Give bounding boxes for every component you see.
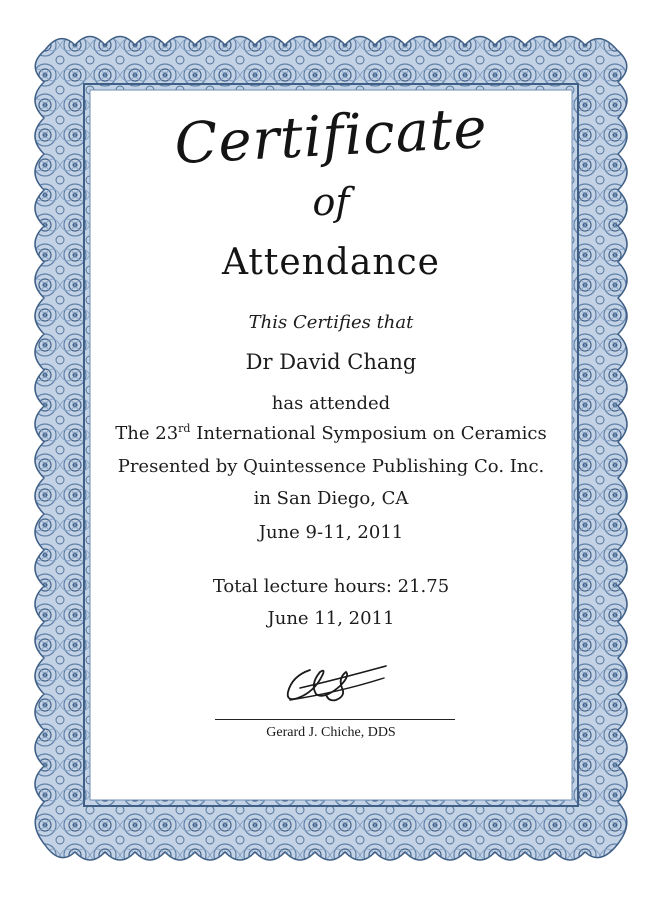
certificate-title: Certificate xyxy=(172,95,490,178)
signature-line xyxy=(215,719,455,720)
event-suffix: International Symposium on Ceramics xyxy=(190,423,547,444)
location-line: in San Diego, CA xyxy=(253,488,409,509)
recipient-name: Dr David Chang xyxy=(245,350,417,374)
event-prefix: The 23 xyxy=(115,423,179,444)
certifies-line: This Certifies that xyxy=(248,312,414,333)
title-of: of xyxy=(312,180,350,224)
lecture-hours: Total lecture hours: 21.75 xyxy=(212,576,450,597)
attended-line: has attended xyxy=(271,393,391,414)
presenter-line: Presented by Quintessence Publishing Co. Inc. xyxy=(117,456,545,477)
signature-image xyxy=(280,658,390,708)
issue-date: June 11, 2011 xyxy=(267,608,395,629)
event-line xyxy=(0,423,662,444)
certificate-subtitle: Attendance xyxy=(222,242,440,283)
event-dates: June 9-11, 2011 xyxy=(258,522,404,543)
signer-name: Gerard J. Chiche, DDS xyxy=(266,725,396,740)
event-ordinal: rd xyxy=(178,422,191,435)
